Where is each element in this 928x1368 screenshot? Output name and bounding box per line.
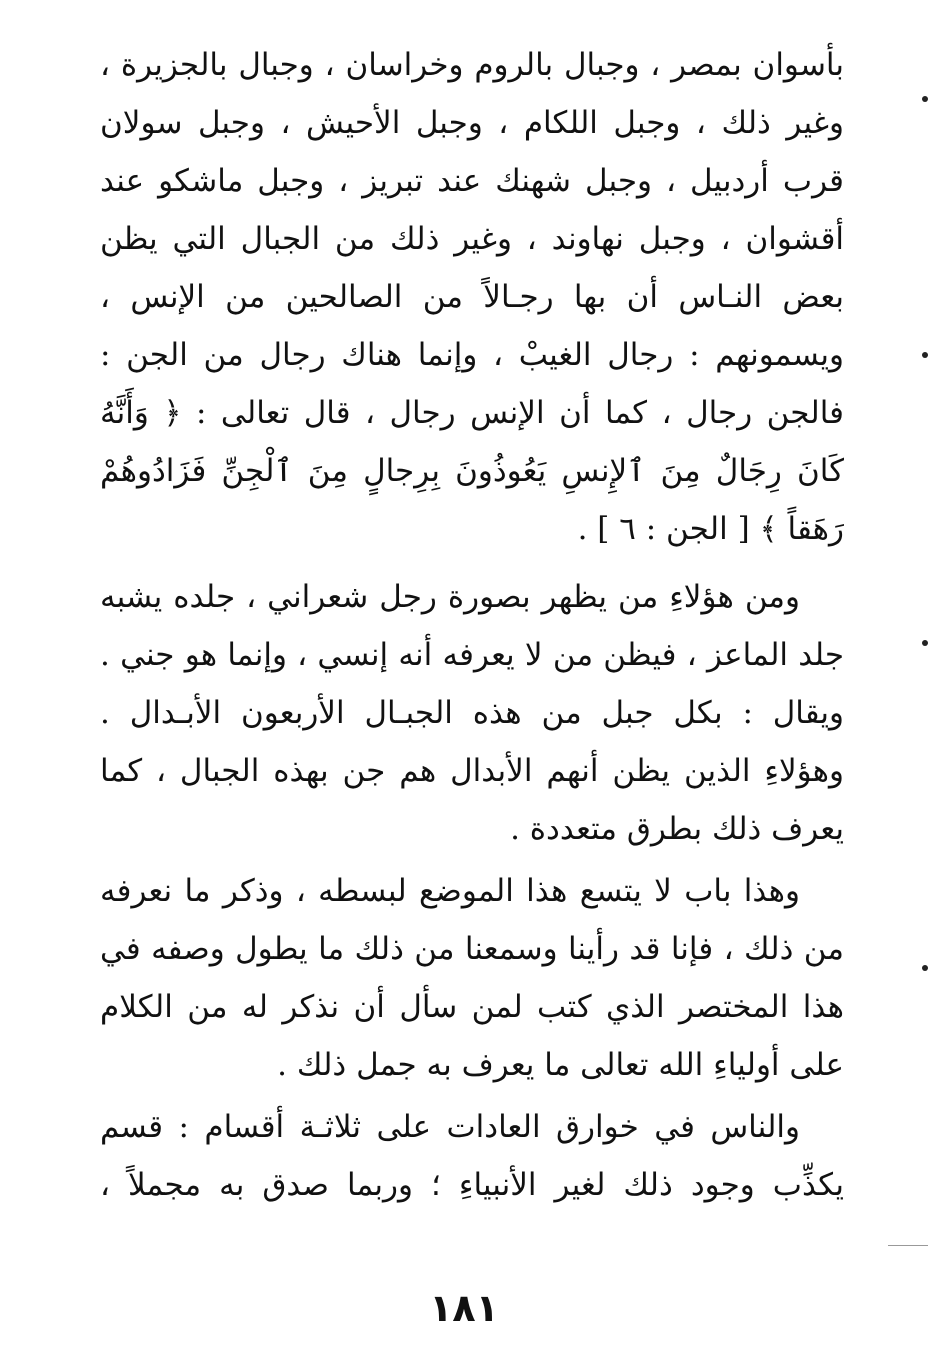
text-line: والناس في خوارق العادات على ثلاثـة أقسام : قسم bbox=[100, 1109, 800, 1145]
text-line: فالجن رجال ، كما أن الإنس رجال ، قال تعالى : ﴿ وَأَنَّهُ bbox=[100, 395, 844, 431]
quran-verse-line: رَهَقاً ﴾ [ الجن : ٦ ] . bbox=[577, 511, 844, 547]
margin-rule bbox=[888, 1245, 928, 1246]
margin-dot bbox=[922, 352, 928, 358]
body-text bbox=[100, 36, 844, 1214]
text-line: وغير ذلك ، وجبل اللكام ، وجبل الأحيش ، وجبل سولان bbox=[100, 105, 844, 141]
text-line: بأسوان بمصر ، وجبال بالروم وخراسان ، وجبال بالجزيرة ، bbox=[100, 47, 844, 83]
text-line: وهذا باب لا يتسع هذا الموضع لبسطه ، وذكر ما نعرفه bbox=[100, 873, 800, 909]
text-line: يكذِّب وجود ذلك لغير الأنبياءِ ؛ وربما صدق به مجملاً ، bbox=[100, 1167, 844, 1203]
text-line: بعض النـاس أن بها رجـالاً من الصالحين من الإنس ، bbox=[100, 279, 844, 315]
text-line: من ذلك ، فإنا قد رأينا وسمعنا من ذلك ما يطول وصفه في bbox=[100, 931, 844, 967]
text-line: ومن هؤلاءِ من يظهر بصورة رجل شعراني ، جلده يشبه bbox=[100, 579, 800, 615]
text-line: هذا المختصر الذي كتب لمن سأل أن نذكر له من الكلام bbox=[100, 989, 844, 1025]
text-line: يعرف ذلك بطرق متعددة . bbox=[510, 811, 844, 847]
margin-dot bbox=[922, 96, 928, 102]
text-line: وهؤلاءِ الذين يظن أنهم الأبدال هم جن بهذه الجبال ، كما bbox=[100, 753, 844, 789]
text-line: جلد الماعز ، فيظن من لا يعرفه أنه إنسي ، وإنما هو جني . bbox=[100, 637, 844, 673]
text-line: على أولياءِ الله تعالى ما يعرف به جمل ذلك . bbox=[277, 1047, 844, 1083]
text-line: ويقال : بكل جبل من هذه الجبـال الأربعون الأبـدال . bbox=[100, 695, 844, 731]
paragraph-4 bbox=[100, 1098, 844, 1214]
paragraph-1 bbox=[100, 36, 844, 558]
text-line: قرب أردبيل ، وجبل شهنك عند تبريز ، وجبل ماشكو عند bbox=[100, 163, 844, 199]
text-line: ويسمونهم : رجال الغيبْ ، وإنما هناك رجال من الجن : bbox=[100, 337, 844, 373]
paragraph-3 bbox=[100, 862, 844, 1094]
margin-dot bbox=[922, 640, 928, 646]
paragraph-2 bbox=[100, 568, 844, 858]
quran-verse-line: كَانَ رِجَالٌ مِنَ ٱلإِنسِ يَعُوذُونَ بِرِجالٍ مِنَ ٱلْجِنِّ فَزَادُوهُمْ bbox=[100, 453, 844, 489]
text-line: أقشوان ، وجبل نهاوند ، وغير ذلك من الجبال التي يظن bbox=[100, 221, 844, 257]
margin-dot bbox=[922, 965, 928, 971]
page-number: ١٨١ bbox=[429, 1286, 499, 1330]
